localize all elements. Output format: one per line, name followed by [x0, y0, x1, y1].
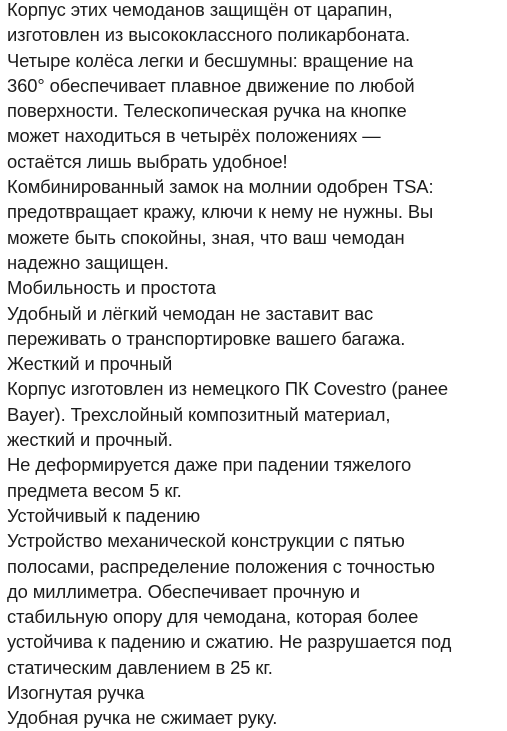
text-line: Жесткий и прочный	[7, 353, 173, 375]
text-line: остаётся лишь выбрать удобное!	[7, 150, 288, 172]
heading-curved-handle	[7, 680, 503, 705]
heading-rigid	[7, 351, 503, 376]
heading-mobility	[7, 275, 503, 300]
text-line: Мобильность и простота	[7, 277, 216, 299]
text-line: Удобный и лёгкий чемодан не заставит вас	[7, 302, 374, 324]
text-line: Удобная ручка не сжимает руку.	[7, 707, 278, 729]
paragraph-handle	[7, 705, 503, 730]
text-line: Не деформируется даже при падении тяжелого	[7, 454, 412, 476]
text-line: можете быть спокойны, зная, что ваш чемодан	[7, 226, 405, 248]
text-line: поверхности. Телескопическая ручка на кнопке	[7, 100, 407, 122]
text-line: переживать о транспортировке вашего багажа.	[7, 327, 406, 349]
paragraph-body-protection	[7, 0, 503, 174]
paragraph-tsa-lock	[7, 174, 503, 275]
paragraph-mobility	[7, 301, 503, 352]
text-line: Изогнутая ручка	[7, 682, 145, 704]
text-line: устойчива к падению и сжатию. Не разрушается под	[7, 631, 452, 653]
text-line: статическим давлением в 25 кг.	[7, 656, 273, 678]
text-line: Корпус изготовлен из немецкого ПК Covestro (ранее	[7, 378, 449, 400]
text-line: до миллиметра. Обеспечивает прочную и	[7, 580, 360, 602]
product-description	[7, 0, 503, 731]
text-line: стабильную опору для чемодана, которая более	[7, 606, 419, 628]
text-line: предотвращает кражу, ключи к нему не нужны. Вы	[7, 201, 434, 223]
paragraph-deformation	[7, 452, 503, 503]
text-line: Bayer). Трехслойный композитный материал,	[7, 403, 391, 425]
text-line: Корпус этих чемоданов защищён от царапин,	[7, 0, 393, 20]
text-line: 360° обеспечивает плавное движение по любой	[7, 74, 415, 96]
text-line: Комбинированный замок на молнии одобрен TSA:	[7, 176, 434, 198]
heading-drop-resistant	[7, 503, 503, 528]
text-line: надежно защищен.	[7, 251, 169, 273]
text-line: жесткий и прочный.	[7, 429, 173, 451]
text-line: полосами, распределение положения с точностью	[7, 555, 435, 577]
text-line: Устойчивый к падению	[7, 504, 201, 526]
text-line: Четыре колёса легки и бесшумны: вращение на	[7, 49, 414, 71]
paragraph-material	[7, 376, 503, 452]
text-line: может находиться в четырёх положениях —	[7, 125, 381, 147]
text-line: предмета весом 5 кг.	[7, 479, 182, 501]
text-line: изготовлен из высококлассного поликарбоната.	[7, 24, 410, 46]
text-line: Устройство механической конструкции с пятью	[7, 530, 405, 552]
paragraph-construction	[7, 528, 503, 680]
